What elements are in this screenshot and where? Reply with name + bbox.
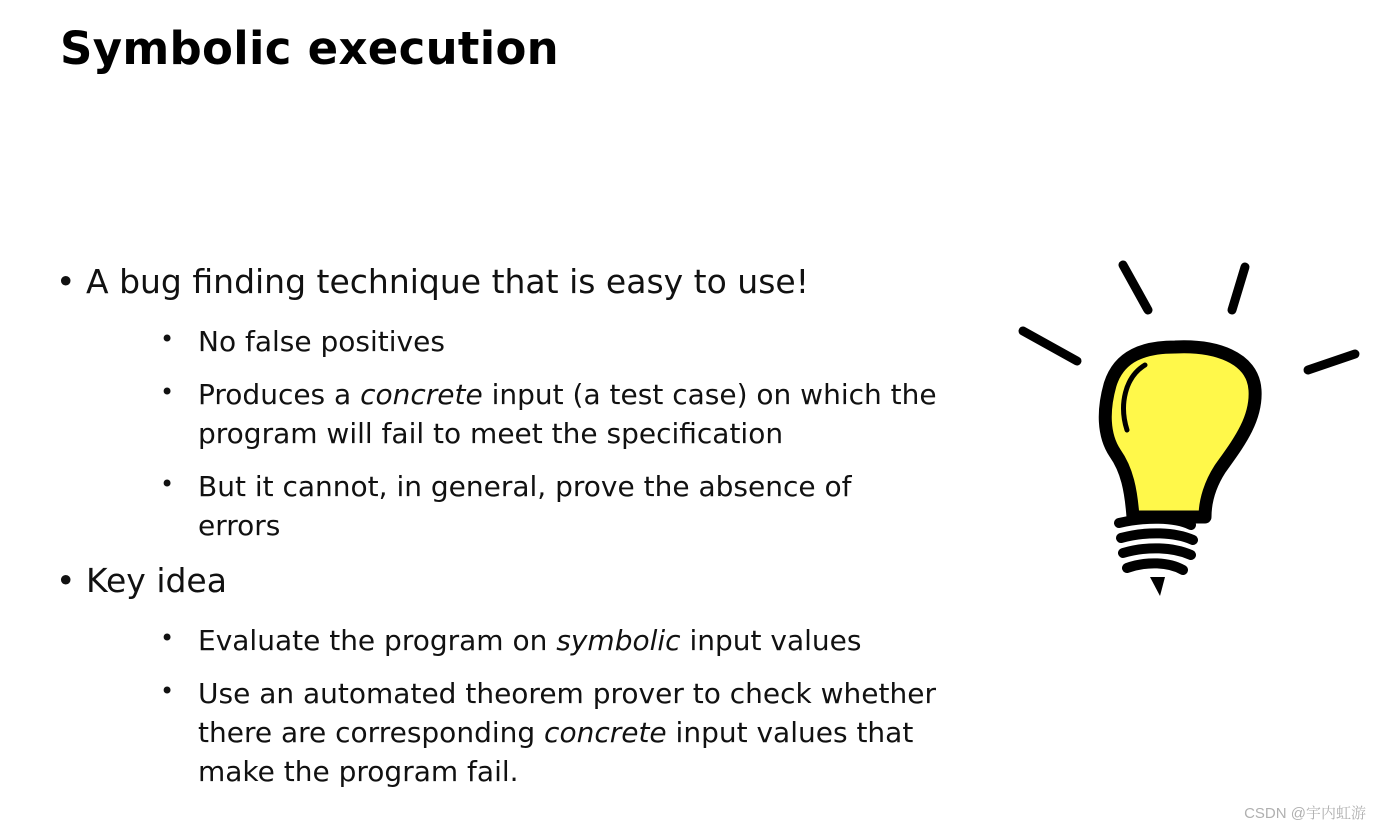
sub-bullet-concrete-input xyxy=(86,375,938,453)
bullet-dot: • xyxy=(56,561,76,600)
sub-bullet-text: But it cannot, in general, prove the absence of errors xyxy=(198,470,852,542)
bullet-dot: • xyxy=(160,677,175,705)
watermark: CSDN @宇内虹游 xyxy=(1244,805,1366,822)
sub-bullet-text: input values that make the program fail. xyxy=(198,716,914,788)
bulb-tip xyxy=(1150,577,1165,596)
bullet-dot: • xyxy=(160,470,175,498)
light-ray xyxy=(1308,354,1355,370)
sub-bullet-text: Use an automated theorem prover to check whether there are corresponding xyxy=(198,677,936,749)
slide-title: Symbolic execution xyxy=(60,22,560,75)
bullet-dot: • xyxy=(160,624,175,652)
bullet-text: Key idea xyxy=(86,561,227,600)
bulb-base xyxy=(1119,519,1193,570)
bullet-dot: • xyxy=(56,262,76,301)
emphasis-text: concrete xyxy=(544,716,667,749)
sub-bullet-text: input (a test case) on which the program will fail to meet the specification xyxy=(198,378,937,450)
sub-bullet-text: No false positives xyxy=(198,325,445,358)
sub-bullet-list xyxy=(86,621,936,791)
sub-bullet-symbolic-input xyxy=(86,621,938,660)
bullet-text: A bug finding technique that is easy to use! xyxy=(86,262,809,301)
bullet-dot: • xyxy=(160,325,175,353)
sub-bullet-list xyxy=(86,322,936,545)
light-ray xyxy=(1232,267,1245,310)
sub-bullet-text: Evaluate the program on xyxy=(198,624,557,657)
light-ray xyxy=(1023,331,1077,361)
lightbulb-icon xyxy=(1015,255,1365,600)
emphasis-text: symbolic xyxy=(556,624,681,657)
bullet-technique xyxy=(56,262,936,545)
bullet-dot: • xyxy=(160,378,175,406)
light-ray xyxy=(1123,265,1148,310)
sub-bullet-theorem-prover xyxy=(86,674,938,791)
sub-bullet-text: Produces a xyxy=(198,378,361,411)
sub-bullet-absence-of-errors xyxy=(86,467,938,545)
bullet-key-idea xyxy=(56,561,936,791)
sub-bullet-text: input values xyxy=(680,624,862,657)
bullet-list xyxy=(56,262,936,807)
sub-bullet-no-false-positives xyxy=(86,322,938,361)
emphasis-text: concrete xyxy=(360,378,483,411)
